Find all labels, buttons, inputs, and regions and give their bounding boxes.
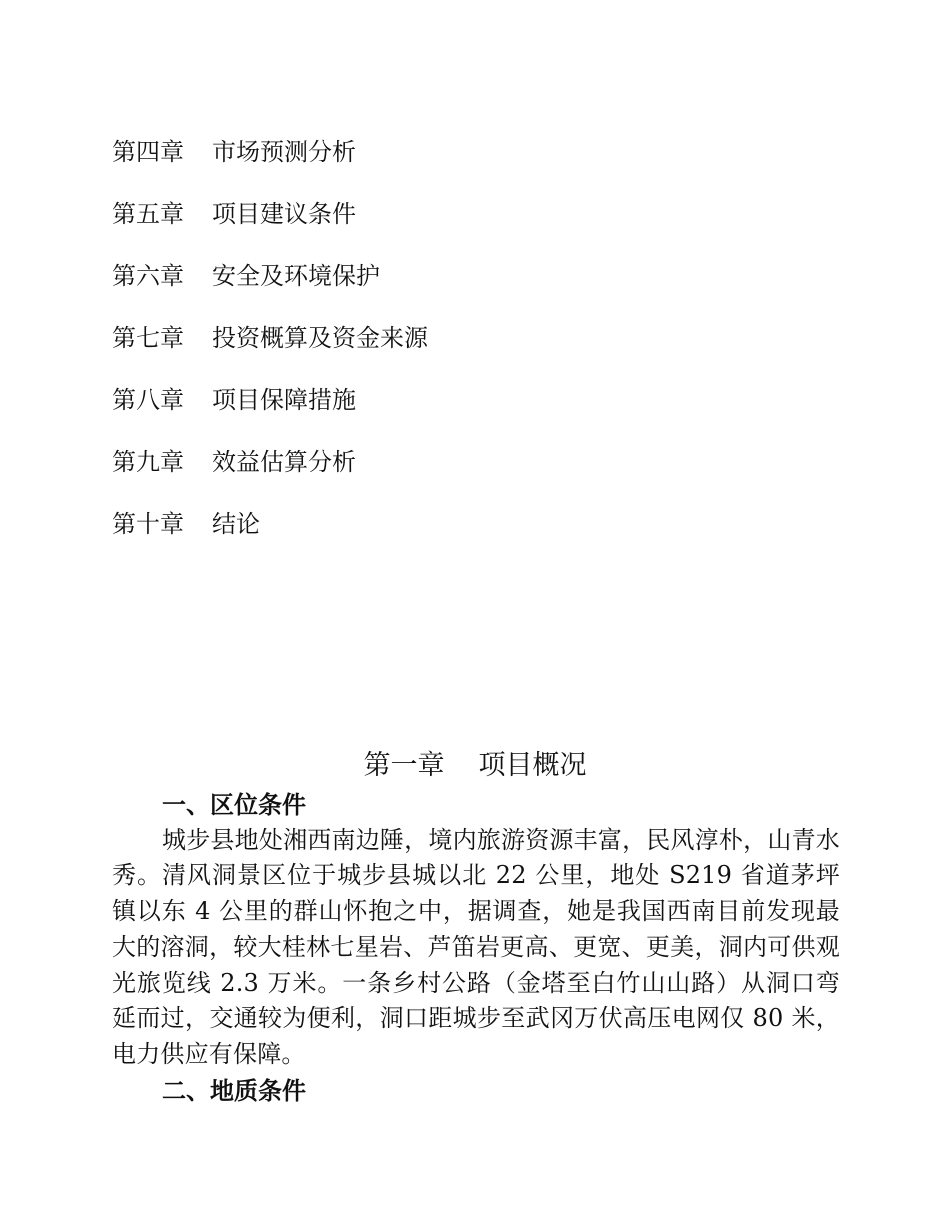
toc-chapter-title: 结论 (212, 510, 260, 538)
toc-item (112, 319, 428, 381)
toc-chapter-title: 投资概算及资金来源 (212, 324, 428, 352)
toc-item (112, 133, 428, 195)
toc-chapter-number: 第七章 (112, 324, 184, 352)
chapter-name: 项目概况 (478, 750, 587, 781)
location-paragraph: 城步县地处湘西南边陲，境内旅游资源丰富，民风淳朴，山青水秀。清风洞景区位于城步县城以北 22 公里，地处 S219 省道茅坪镇以东 4 公里的群山怀抱之中，据调查，她是我国西南目前发现最大的溶洞，较大桂林七星岩、芦笛岩更高、更宽、更美，洞内可供观光旅览线 2.3 万米。一条乡村公路（金塔至白竹山山路）从洞口弯延而过，交通较为便利，洞口距城步至武冈万伏高压电网仅 80 米，电力供应有保障。 (112, 825, 840, 1068)
toc-chapter-title: 安全及环境保护 (212, 262, 380, 290)
toc-item (112, 505, 428, 567)
toc-chapter-number: 第四章 (112, 138, 184, 166)
toc-chapter-number: 第十章 (112, 510, 184, 538)
table-of-contents (112, 133, 428, 567)
toc-chapter-number: 第九章 (112, 448, 184, 476)
toc-item (112, 381, 428, 443)
chapter-content (112, 787, 840, 1108)
toc-chapter-number: 第六章 (112, 262, 184, 290)
toc-chapter-title: 效益估算分析 (212, 448, 356, 476)
toc-item (112, 257, 428, 319)
toc-chapter-title: 项目建议条件 (212, 200, 356, 228)
toc-item (112, 443, 428, 505)
toc-chapter-title: 项目保障措施 (212, 386, 356, 414)
toc-item (112, 195, 428, 257)
chapter-title (0, 744, 950, 788)
toc-chapter-title: 市场预测分析 (212, 138, 356, 166)
toc-chapter-number: 第八章 (112, 386, 184, 414)
chapter-number: 第一章 (363, 750, 445, 781)
section-heading-location: 一、区位条件 (162, 790, 306, 819)
section-heading-geology: 二、地质条件 (162, 1075, 306, 1105)
toc-chapter-number: 第五章 (112, 200, 184, 228)
